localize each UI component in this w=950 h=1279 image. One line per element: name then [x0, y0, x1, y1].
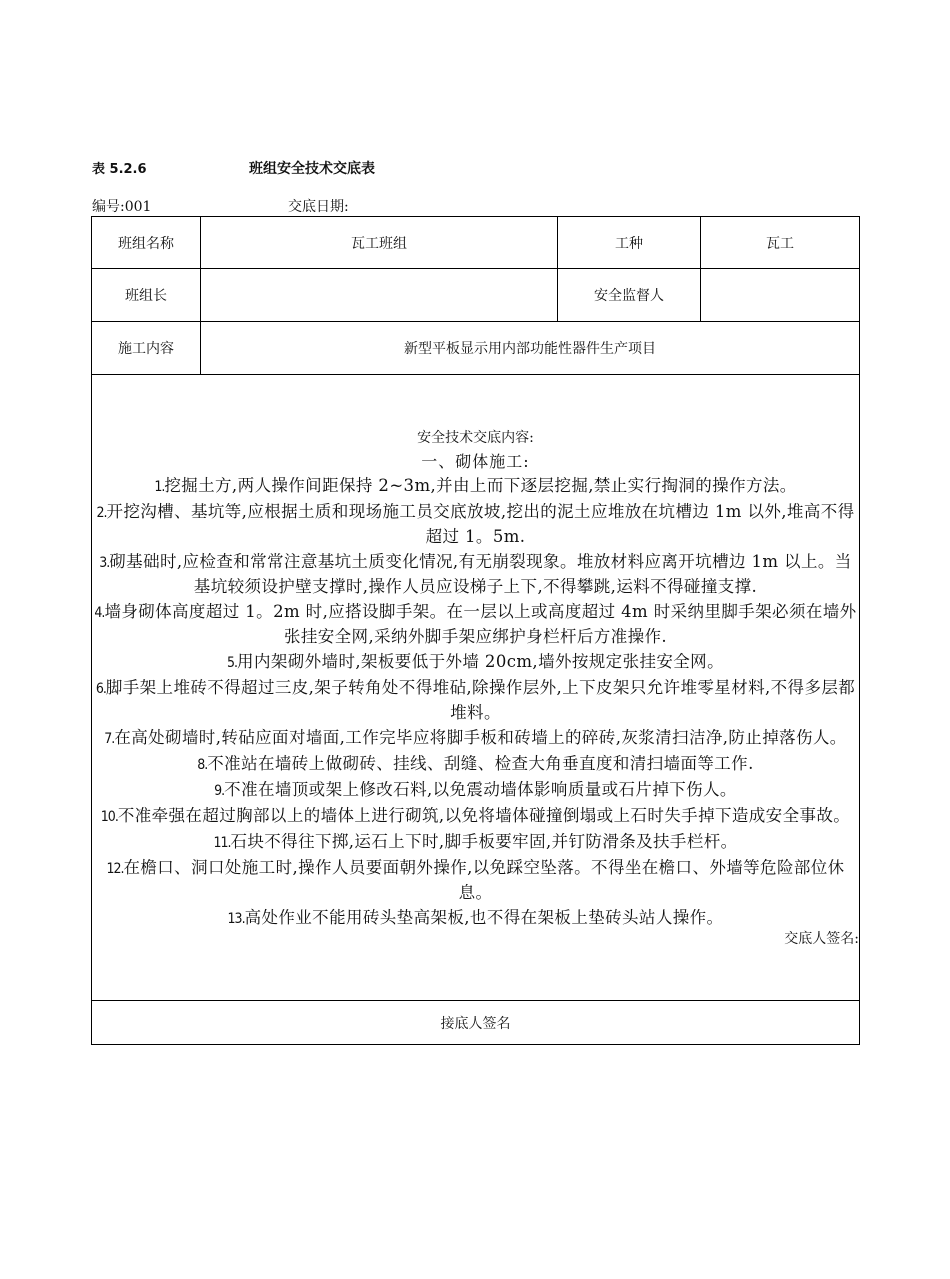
team-name-value: 瓦工班组 [201, 217, 558, 269]
item-text: 在檐口、洞口处施工时,操作人员要面朝外操作,以免踩空坠落。不得坐在檐口、外墙等危险部位休息。 [123, 858, 845, 902]
list-item [92, 550, 859, 599]
item-number: 2. [96, 505, 107, 521]
briefing-table [91, 216, 860, 1045]
team-row [92, 217, 860, 269]
leader-value [201, 269, 558, 322]
item-text: 砌基础时,应检查和常常注意基坑土质变化情况,有无崩裂现象。堆放材料应离开坑槽边 1m 以上。当基坑较须设护壁支撑时,操作人员应设梯子上下,不得攀跳,运料不得碰撞支撑. [109, 552, 852, 596]
item-number: 4. [94, 605, 105, 621]
item-number: 8. [197, 757, 208, 773]
item-text: 在高处砌墙时,转砧应面对墙面,工作完毕应将脚手板和砖墙上的碎砖,灰浆清扫洁净,防止掉落伤人。 [114, 728, 847, 747]
list-item [92, 856, 859, 905]
item-number: 7. [104, 731, 115, 747]
item-text: 墙身砌体高度超过 1。2m 时,应搭设脚手架。在一层以上或高度超过 4m 时采纳里脚手架必须在墙外张挂安全网,采纳外脚手架应绑护身栏杆后方准操作. [104, 602, 857, 646]
item-text: 挖掘土方,两人操作间距保持 2~3m,并由上而下逐层挖掘,禁止实行掏洞的操作方法。 [164, 476, 797, 495]
list-item [92, 650, 859, 675]
table-caption [92, 158, 375, 177]
number-line [92, 196, 349, 216]
item-number: 11. [213, 835, 231, 851]
team-name-label: 班组名称 [92, 217, 201, 269]
table-title: 班组安全技术交底表 [249, 161, 375, 177]
list-item [92, 726, 859, 751]
content-title: 安全技术交底内容: [417, 430, 534, 446]
item-text: 不准站在墙砖上做砌砖、挂线、刮缝、检查大角垂直度和清扫墙面等工作. [207, 754, 754, 773]
item-number: 13. [227, 911, 245, 927]
item-list [92, 474, 859, 931]
work-value: 新型平板显示用内部功能性器件生产项目 [201, 322, 860, 375]
list-item [92, 474, 859, 499]
trade-value: 瓦工 [701, 217, 860, 269]
list-item [92, 500, 859, 549]
work-label: 施工内容 [92, 322, 201, 375]
trade-label: 工种 [558, 217, 701, 269]
receiver-row [92, 1001, 860, 1045]
item-number: 10. [100, 809, 118, 825]
item-text: 石块不得往下掷,运石上下时,脚手板要牢固,并钉防滑条及扶手栏杆。 [230, 832, 738, 851]
item-number: 12. [106, 861, 124, 877]
supervisor-value [701, 269, 860, 322]
item-text: 高处作业不能用砖头垫高架板,也不得在架板上垫砖头站人操作。 [244, 908, 724, 927]
content-cell [92, 375, 860, 1001]
list-item [92, 676, 859, 725]
item-number: 5. [227, 655, 238, 671]
table-number: 表 5.2.6 [92, 162, 147, 177]
list-item [92, 804, 859, 829]
item-text: 用内架砌外墙时,架板要低于外墙 20cm,墙外按规定张挂安全网。 [237, 652, 724, 671]
date-label: 交底日期: [288, 199, 349, 215]
leader-row [92, 269, 860, 322]
list-item [92, 752, 859, 777]
list-item [92, 778, 859, 803]
receiver-label: 接底人签名 [92, 1001, 860, 1045]
list-item [92, 830, 859, 855]
list-item [92, 600, 859, 649]
item-text: 开挖沟槽、基坑等,应根据土质和现场施工员交底放坡,挖出的泥土应堆放在坑槽边 1m 以外,堆高不得超过 1。5m. [106, 502, 855, 546]
section-title: 一、砌体施工: [421, 452, 530, 471]
item-number: 6. [95, 681, 106, 697]
content-row [92, 375, 860, 1001]
leader-label: 班组长 [92, 269, 201, 322]
supervisor-label: 安全监督人 [558, 269, 701, 322]
signer-label: 交底人签名: [784, 931, 859, 947]
item-text: 不准牵强在超过胸部以上的墙体上进行砌筑,以免将墙体碰撞倒塌或上石时失手掉下造成安全事故。 [117, 806, 851, 825]
item-number: 9. [214, 783, 225, 799]
list-item [92, 906, 859, 931]
document-number: 编号:001 [92, 199, 152, 215]
item-number: 3. [99, 555, 110, 571]
work-row [92, 322, 860, 375]
item-text: 脚手架上堆砖不得超过三皮,架子转角处不得堆砧,除操作层外,上下皮架只允许堆零星材料,不得多层都堆料。 [105, 678, 856, 722]
item-number: 1. [154, 479, 165, 495]
item-text: 不准在墙顶或架上修改石料,以免震动墙体影响质量或石片掉下伤人。 [224, 780, 737, 799]
